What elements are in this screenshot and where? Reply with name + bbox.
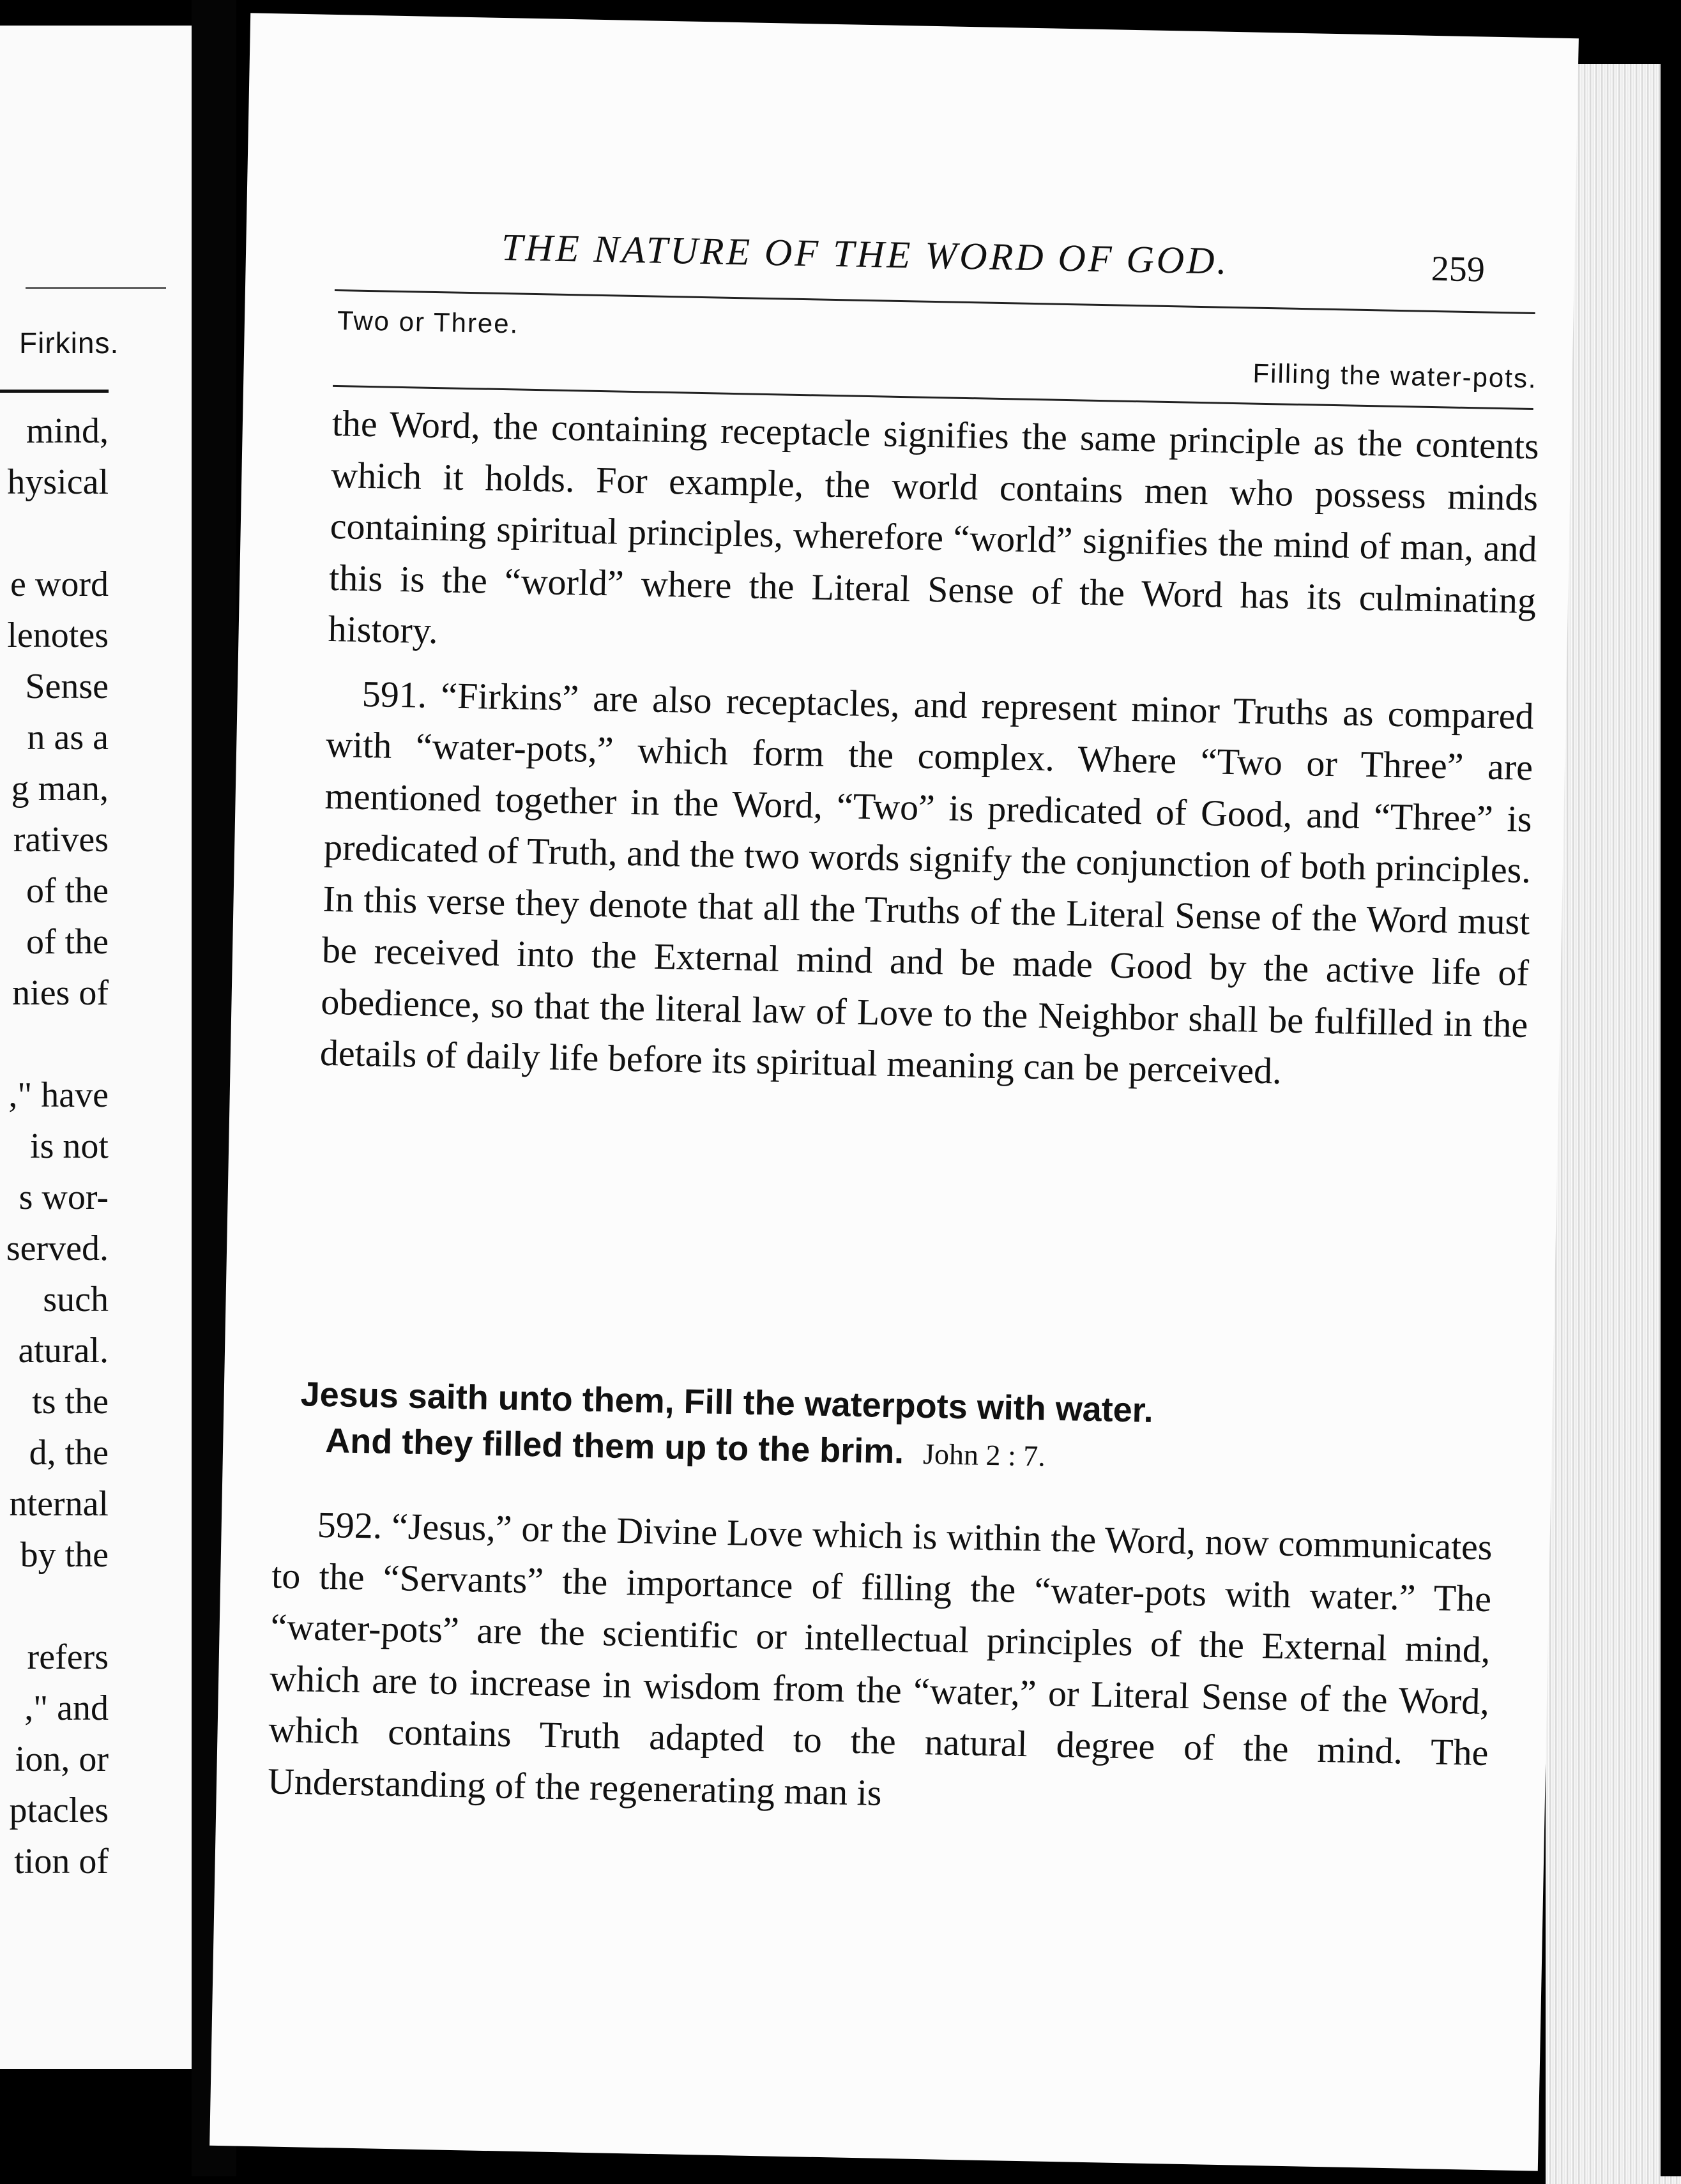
left-line-fragment: such xyxy=(43,1280,109,1319)
left-line-fragment: n as a xyxy=(27,718,109,757)
side-heading-right: Filling the water-pots. xyxy=(1252,358,1538,394)
left-line-fragment: atural. xyxy=(18,1331,109,1370)
left-line-fragment: refers xyxy=(27,1637,109,1677)
left-running-head: Firkins. xyxy=(19,326,119,360)
left-line-fragment: mind, xyxy=(26,411,109,451)
left-line-fragment: ratives xyxy=(13,820,109,860)
scripture-verse xyxy=(300,1371,1514,1488)
left-facing-page xyxy=(0,26,192,2069)
left-line-fragment: served. xyxy=(6,1229,109,1268)
left-line-fragment: nies of xyxy=(12,973,109,1013)
side-heading-left: Two or Three. xyxy=(337,305,519,339)
left-header-rule-top xyxy=(26,287,166,289)
edge-shadow xyxy=(1661,0,1681,2176)
left-line-fragment: g man, xyxy=(11,769,109,808)
verse-line-2-text: And they filled them up to the brim. xyxy=(324,1422,904,1471)
left-line-fragment: is not xyxy=(30,1126,109,1166)
left-line-fragment: nternal xyxy=(9,1484,109,1524)
left-line-fragment xyxy=(6,1581,109,1632)
left-line-fragment: ptacles xyxy=(9,1791,109,1830)
left-header-rule-bottom xyxy=(0,390,109,393)
left-line-fragment: ," and xyxy=(24,1688,109,1728)
left-line-fragment xyxy=(6,1019,109,1070)
body-text xyxy=(319,398,1539,1102)
left-line-fragment: lenotes xyxy=(7,616,109,655)
page-number: 259 xyxy=(1431,248,1486,290)
left-line-fragment: e word xyxy=(10,565,109,604)
left-line-fragment: by the xyxy=(20,1535,109,1575)
verse-reference: John 2 : 7. xyxy=(922,1437,1046,1473)
left-line-fragment: ," have xyxy=(8,1075,109,1115)
left-line-fragment: ion, or xyxy=(15,1740,109,1779)
verse-line-1: Jesus saith unto them, Fill the waterpots with water. xyxy=(300,1375,1154,1430)
left-line-fragment: Sense xyxy=(25,667,109,706)
left-page-text-fragments xyxy=(6,406,109,1887)
left-line-fragment: s wor- xyxy=(19,1178,109,1217)
paragraph-591: 591. “Firkins” are also receptacles, and represent minor Truths as compared with “water-pots,” which form the complex. Where “Two or Three” are mentioned together in the Word, “Two” is predicated of Good, and “Three” is predicated of Truth, and the two words signify the conjunction of both principles. In this verse they denote that all the Truths of the Literal Sense of the Word must be received into the External mind and be made Good by the active life of obedience, so that the literal law of Love to the Neighbor shall be fulfilled in the details of daily life before its spiritual meaning can be perceived. xyxy=(319,672,1535,1092)
left-line-fragment: hysical xyxy=(7,462,109,502)
left-line-fragment: of the xyxy=(26,922,109,962)
left-line-fragment: ts the xyxy=(32,1382,109,1422)
paragraph-592: 592. “Jesus,” or the Divine Love which is within the Word, now communicates to the “Servants” the importance of filling the “water-pots with water.” The “water-pots” are the scientific or intellectual principles of the External mind, which are to increase in wisdom from the “water,” or Literal Sense of the Word, which contains Truth adapted to the natural degree of the mind. The Understanding of the regenerating man is xyxy=(267,1503,1493,1814)
running-head-title: THE NATURE OF THE WORD OF GOD. xyxy=(501,225,1230,282)
left-line-fragment: tion of xyxy=(14,1842,109,1881)
left-line-fragment: d, the xyxy=(29,1433,109,1473)
paragraph-continued: the Word, the containing receptacle signifies the same principle as the contents which it holds. For example, the world contains men who possess minds containing spiritual principles, wherefore “world” signifies the mind of man, and this is the “world” where the Literal Sense of the Word has its culminating history. xyxy=(328,402,1540,652)
left-line-fragment: of the xyxy=(26,871,109,911)
body-text-2 xyxy=(267,1498,1493,1830)
left-line-fragment xyxy=(6,508,109,559)
right-page xyxy=(209,13,1579,2171)
